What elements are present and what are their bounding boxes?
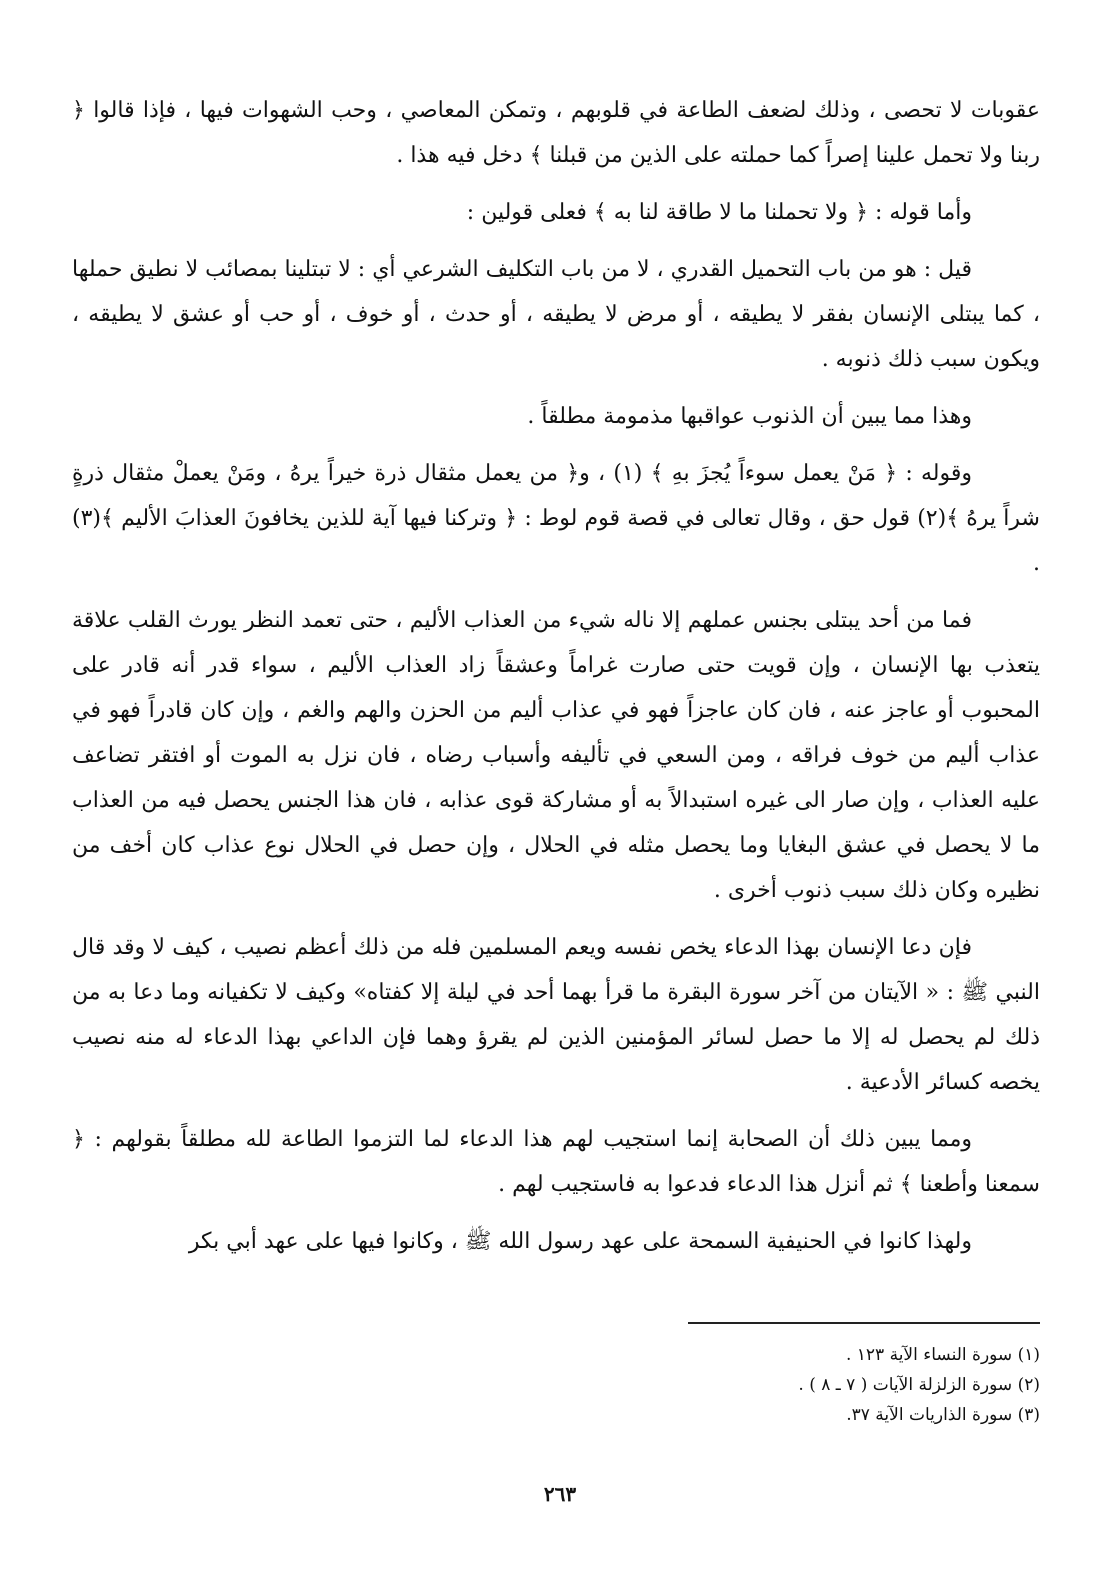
footnotes: [440, 1340, 1040, 1430]
paragraph: وهذا مما يبين أن الذنوب عواقبها مذمومة مطلقاً .: [527, 404, 972, 429]
paragraph: وقوله : ﴿ مَنْ يعمل سوءاً يُجزَ بهِ ﴾ (١) ، و﴿ من يعمل مثقال ذرة خيراً يرهُ ، ومَنْ يعملْ مثقال ذرةٍ شراً يرهُ ﴾(٢) قول حق ، وقال تعالى في قصة قوم لوط : ﴿ وتركنا فيها آية للذين يخافونَ العذابَ الأليم ﴾(٣) .: [72, 461, 1040, 576]
paragraph: فما من أحد يبتلى بجنس عملهم إلا ناله شيء من العذاب الأليم ، حتى تعمد النظر يورث القلب علاقة يتعذب بها الإنسان ، وإن قويت حتى صارت غراماً وعشقاً زاد العذاب الأليم ، سواء قدر أنه قادر على المحبوب أو عاجز عنه ، فان كان عاجزاً فهو في عذاب أليم من الحزن والهم والغم ، وإن كان قادراً فهو في عذاب أليم من خوف فراقه ، ومن السعي في تأليفه وأسباب رضاه ، فان نزل به الموت أو افتقر تضاعف عليه العذاب ، وإن صار الى غيره استبدالاً به أو مشاركة قوى عذابه ، فان هذا الجنس يحصل فيه من العذاب ما لا يحصل في عشق البغايا وما يحصل مثله في الحلال ، وإن حصل في الحلال نوع عذاب كان أخف من نظيره وكان ذلك سبب ذنوب أخرى .: [72, 608, 1040, 903]
paragraph: قيل : هو من باب التحميل القدري ، لا من باب التكليف الشرعي أي : لا تبتلينا بمصائب لا نطيق حملها ، كما يبتلى الإنسان بفقر لا يطيقه ، أو مرض لا يطيقه ، أو حدث ، أو خوف ، أو حب أو عشق لا يطيقه ، ويكون سبب ذلك ذنوبه .: [72, 257, 1040, 372]
footnote-divider: [688, 1322, 1040, 1324]
paragraph: ولهذا كانوا في الحنيفية السمحة على عهد رسول الله ﷺ ، وكانوا فيها على عهد أبي بكر: [188, 1229, 972, 1254]
footnote: (٣) سورة الذاريات الآية ٣٧.: [846, 1405, 1040, 1425]
paragraph: ومما يبين ذلك أن الصحابة إنما استجيب لهم هذا الدعاء لما التزموا الطاعة لله مطلقاً بقولهم : ﴿ سمعنا وأطعنا ﴾ ثم أنزل هذا الدعاء فدعوا به فاستجيب لهم .: [72, 1127, 1040, 1197]
paragraph: وأما قوله : ﴿ ولا تحملنا ما لا طاقة لنا به ﴾ فعلى قولين :: [466, 200, 972, 225]
paragraph: فإن دعا الإنسان بهذا الدعاء يخص نفسه ويعم المسلمين فله من ذلك أعظم نصيب ، كيف لا وقد قال النبي ﷺ : « الآيتان من آخر سورة البقرة ما قرأ بهما أحد في ليلة إلا كفتاه» وكيف لا تكفيانه وما دعا به من ذلك لم يحصل له إلا ما حصل لسائر المؤمنين الذين لم يقرؤ وهما فإن الداعي بهذا الدعاء له منه نصيب يخصه كسائر الأدعية .: [72, 935, 1040, 1095]
paragraph: عقوبات لا تحصى ، وذلك لضعف الطاعة في قلوبهم ، وتمكن المعاصي ، وحب الشهوات فيها ، فإذا قالوا ﴿ ربنا ولا تحمل علينا إصراً كما حملته على الذين من قبلنا ﴾ دخل فيه هذا .: [72, 98, 1040, 168]
footnote: (١) سورة النساء الآية ١٢٣ .: [845, 1345, 1040, 1365]
main-text: [72, 88, 1040, 1276]
page-number: ٢٦٣: [543, 1482, 577, 1506]
footnote: (٢) سورة الزلزلة الآيات ( ٧ ـ ٨ ) .: [798, 1375, 1040, 1395]
